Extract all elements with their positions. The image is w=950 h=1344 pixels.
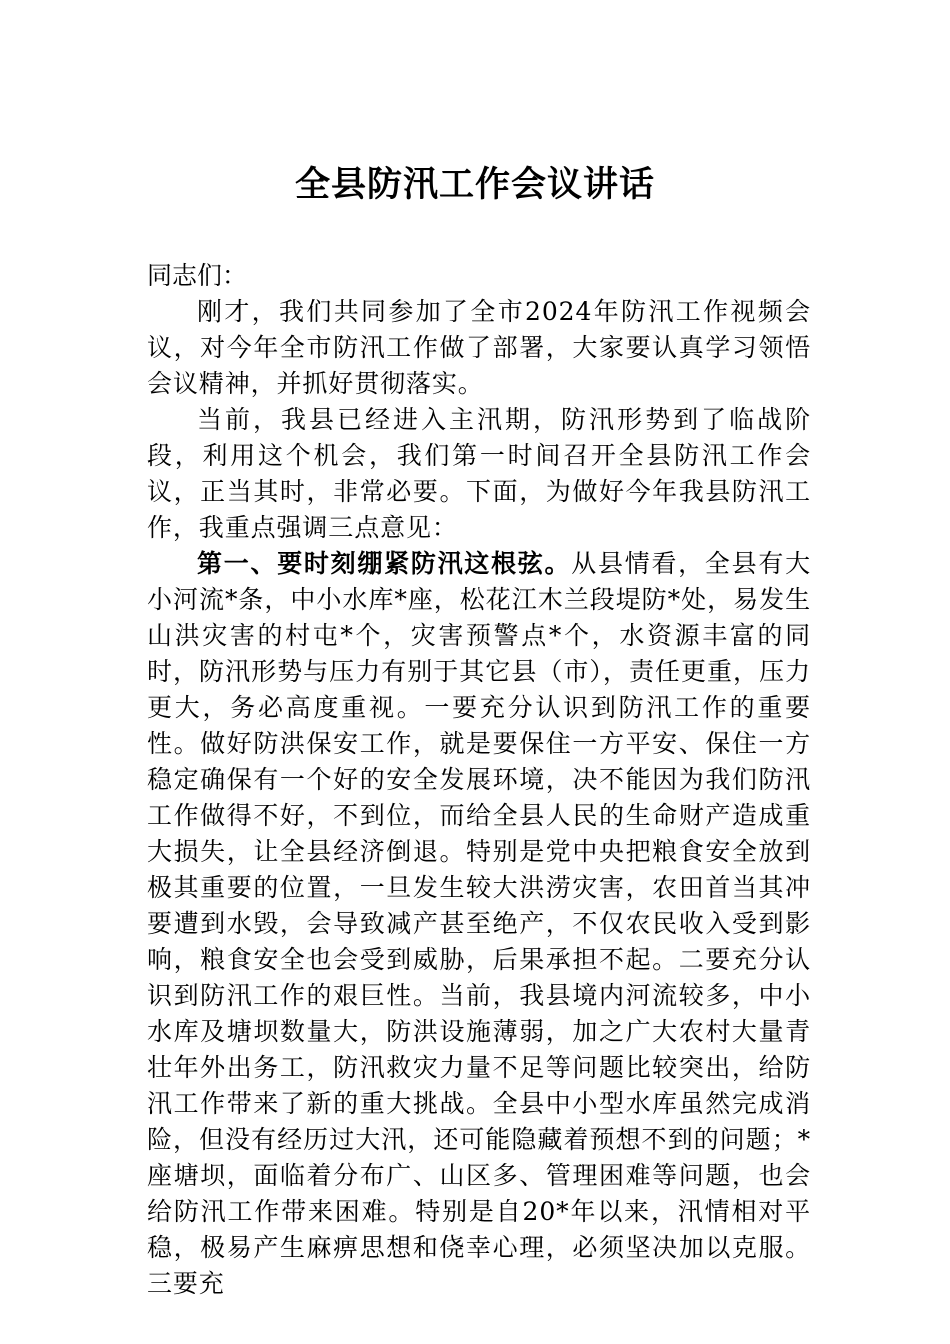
document-body bbox=[147, 258, 811, 1302]
paragraph-3-text: 从县情看，全县有大小河流*条，中小水库*座，松花江木兰段堤防*处，易发生山洪灾害的村屯*个，灾害预警点*个，水资源丰富的同时，防汛形势与压力有别于其它县（市），责任更重，压力更大，务必高度重视。一要充分认识到防汛工作的重要性。做好防洪保安工作，就是要保住一方平安、保住一方稳定确保有一个好的安全发展环境，决不能因为我们防汛工作做得不好，不到位，而给全县人民的生命财产造成重大损失，让全县经济倒退。特别是党中央把粮食安全放到极其重要的位置，一旦发生较大洪涝灾害，农田首当其冲要遭到水毁，会导致减产甚至绝产，不仅农民收入受到影响，粮食安全也会受到威胁，后果承担不起。二要充分认识到防汛工作的艰巨性。当前，我县境内河流较多，中小水库及塘坝数量大，防洪设施薄弱，加之广大农村大量青壮年外出务工，防汛救灾力量不足等问题比较突出，给防汛工作带来了新的重大挑战。全县中小型水库虽然完成消险，但没有经历过大汛，还可能隐藏着预想不到的问题；*座塘坝，面临着分布广、山区多、管理困难等问题，也会给防汛工作带来困难。特别是自20*年以来，汛情相对平稳，极易产生麻痹思想和侥幸心理，必须坚决加以克服。三要充 bbox=[147, 549, 811, 1298]
paragraph-3-heading: 第一、要时刻绷紧防汛这根弦。 bbox=[197, 549, 572, 578]
paragraph-1 bbox=[147, 294, 811, 402]
document-title: 全县防汛工作会议讲话 bbox=[294, 164, 655, 205]
paragraph-3 bbox=[147, 546, 811, 1302]
paragraph-2 bbox=[147, 402, 811, 546]
salutation: 同志们： bbox=[147, 261, 248, 290]
paragraph-2-text: 当前，我县已经进入主汛期，防汛形势到了临战阶段，利用这个机会，我们第一时间召开全县防汛工作会议，正当其时，非常必要。下面，为做好今年我县防汛工作，我重点强调三点意见： bbox=[147, 405, 811, 542]
paragraph-1-text: 刚才，我们共同参加了全市2024年防汛工作视频会议，对今年全市防汛工作做了部署，大家要认真学习领悟会议精神，并抓好贯彻落实。 bbox=[147, 297, 811, 398]
